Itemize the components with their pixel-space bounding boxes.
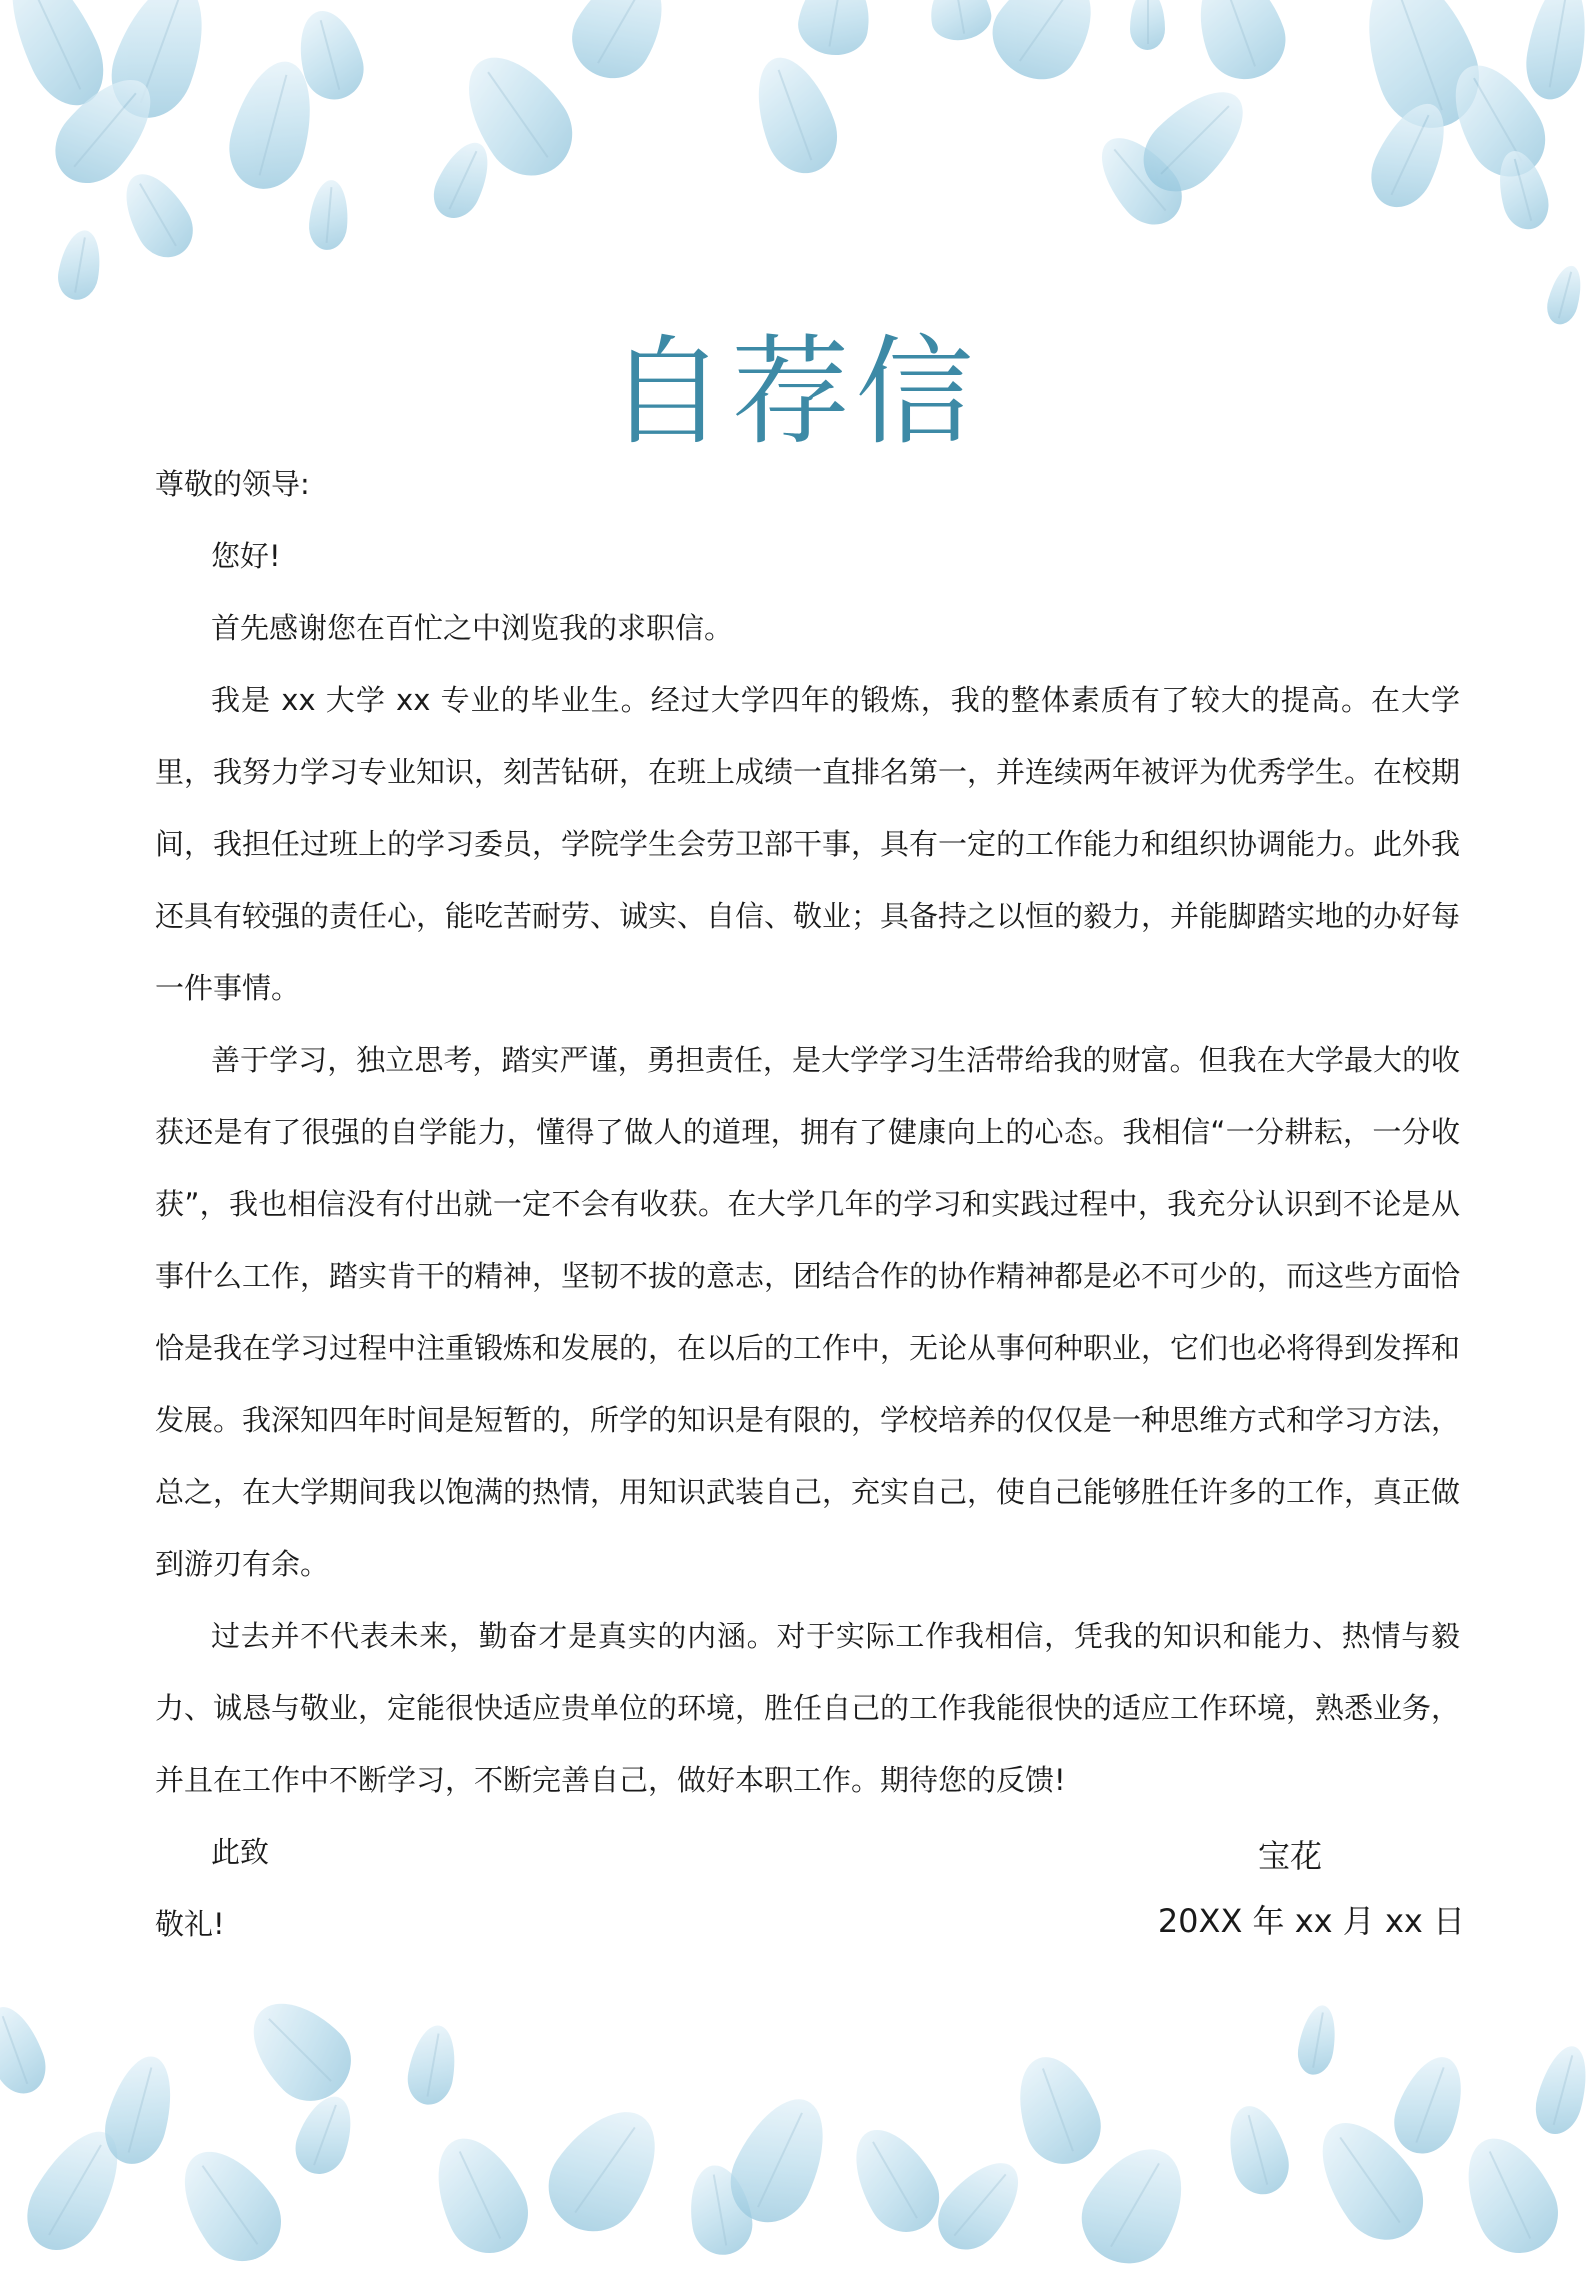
leaf-icon [425,134,500,226]
leaf-icon [716,2084,843,2236]
leaf-icon [1003,2045,1111,2174]
paragraph-background: 我是 xx 大学 xx 专业的毕业生。经过大学四年的锻炼，我的整体素质有了较大的提高。在大学里，我努力学习专业知识，刻苦钻研，在班上成绩一直排名第一，并连续两年被评为优秀学生。在校期间，我担任过班上的学习委员，学院学生会劳卫部干事，具有一定的工作能力和组织协调能力。此外我还具有较强的责任心，能吃苦耐劳、诚实、自信、敬业；具备持之以恒的毅力，并能脚踏实地的办好每一件事情。 [155,683,1461,1005]
bottom-leaf-decoration [0,1985,1587,2245]
leaf-icon [1085,122,1195,237]
leaf-icon [54,227,106,303]
greeting: 尊敬的领导: [155,467,310,501]
leaf-icon [1184,0,1297,90]
leaf-icon [1520,0,1587,104]
signature: 宝花 [1258,1837,1323,1875]
leaf-icon [1385,2048,1476,2162]
leaf-icon [1346,0,1495,142]
leaf-icon [445,37,589,192]
leaf-icon [1219,2099,1295,2200]
signature-date: 20XX 年 xx 月 xx 日 [1157,1902,1465,1940]
leaf-icon [403,2022,461,2109]
leaf-icon [1435,49,1560,190]
leaf-icon [925,0,995,45]
leaf-icon [1130,0,1165,50]
leaf-icon [794,0,877,60]
top-leaf-decoration [0,0,1587,330]
leaf-icon [977,0,1114,96]
leaf-icon [98,0,221,129]
leaf-icon [1300,2104,1440,2256]
leaf-icon [307,178,351,251]
leaf-icon [163,2133,297,2277]
leaf-icon [1543,262,1587,328]
leaf-icon [1490,146,1554,235]
leaf-icon [288,2089,362,2181]
leaf-icon [12,2116,138,2264]
paragraph-conclusion: 过去并不代表未来，勤奋才是真实的内涵。对于实际工作我相信，凭我的知识和能力、热情与毅力、诚恳与敬业，定能很快适应贵单位的环境，胜任自己的工作我能很快的适应工作环境，熟悉业务，并且在工作中不断学习，不断完善自己，做好本职工作。期待您的反馈! [155,1619,1461,1797]
leaf-icon [558,0,682,93]
leaf-icon [111,162,204,267]
leaf-icon [1360,92,1461,217]
leaf-icon [1128,73,1262,207]
leaf-icon [925,2147,1035,2262]
leaf-icon [0,1999,54,2101]
leaf-icon [837,2115,953,2245]
leaf-icon [219,53,325,198]
leaf-icon [531,2091,679,2249]
closing-line-1: 此致 [211,1835,270,1869]
leaf-icon [289,4,370,106]
leaf-icon [1294,2002,1341,2077]
leaf-icon [1529,2041,1587,2140]
leaf-icon [1066,2131,1204,2279]
paragraph-learning: 善于学习，独立思考，踏实严谨，勇担责任，是大学学习生活带给我的财富。但我在大学最大的收获还是有了很强的自学能力，懂得了做人的道理，拥有了健康向上的心态。我相信“一分耕耘，一分收获”，我也相信没有付出就一定不会有收获。在大学几年的学习和实践过程中，我充分认识到不论是从事什么工作，踏实肯干的精神，坚韧不拔的意志，团结合作的协作精神都是必不可少的，而这些方面恰恰是我在学习过程中注重锻炼和发展的，在以后的工作中，无论从事何种职业，它们也必将得到发挥和发展。我深知四年时间是短暂的，所学的知识是有限的，学校培养的仅仅是一种思维方式和学习方法，总之，在大学期间我以饱满的热情，用知识武装自己，充实自己，使自己能够胜任许多的工作，真正做到游刃有余。 [155,1043,1461,1581]
leaf-icon [742,47,849,184]
leaf-icon [233,1983,367,2117]
salutation: 您好! [211,539,281,573]
leaf-icon [97,2049,183,2171]
leaf-icon [0,0,118,118]
paragraph-intro: 首先感谢您在百忙之中浏览我的求职信。 [211,611,734,645]
page-title: 自荐信 [607,323,980,461]
closing-line-2: 敬礼! [155,1907,225,1941]
letter-body [155,448,1460,1960]
leaf-icon [40,62,171,199]
